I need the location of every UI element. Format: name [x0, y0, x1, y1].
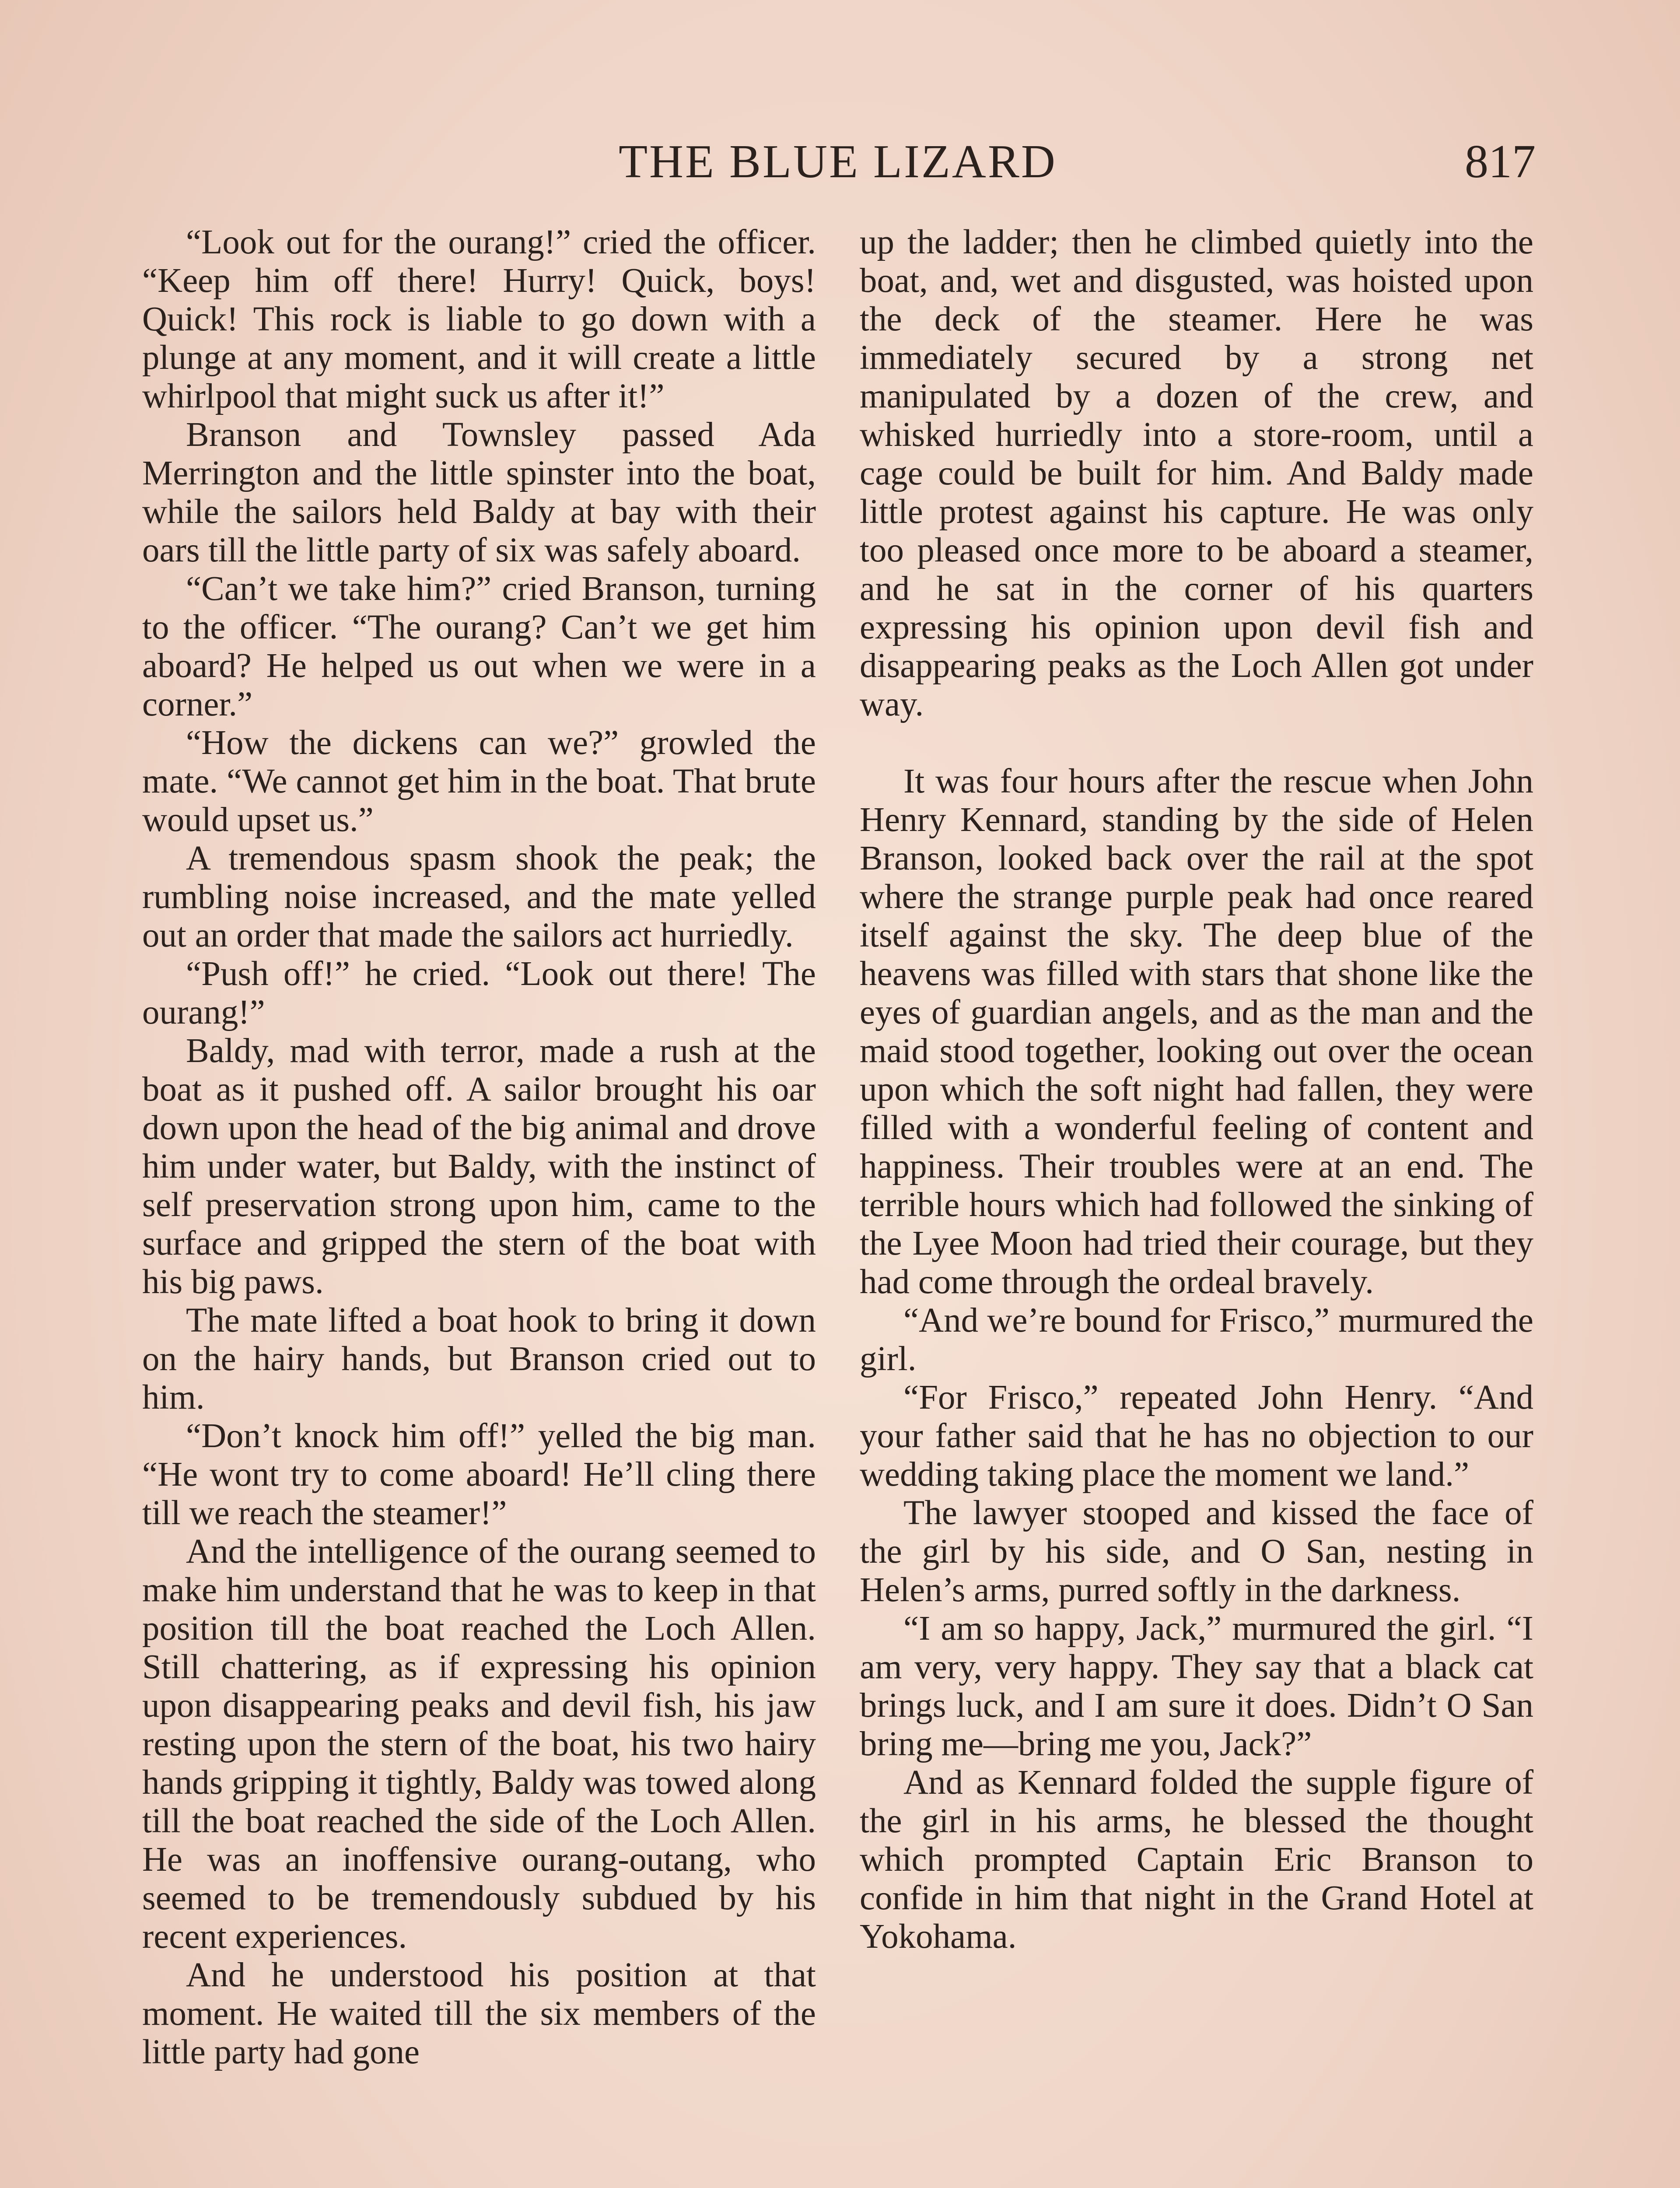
page-title: THE BLUE LIZARD — [619, 136, 1057, 188]
paragraph: “And we’re bound for Frisco,” murmured the girl. — [860, 1301, 1533, 1378]
paragraph: “Push off!” he cried. “Look out there! The ourang!” — [142, 955, 816, 1031]
page-header — [140, 131, 1536, 193]
paragraph: “Look out for the ourang!” cried the officer. “Keep him off there! Hurry! Quick, boys! Quick! This rock is liable to go down with a plunge at any moment, and it will create a little whirlpool that might suck us after it!” — [142, 223, 816, 415]
paragraph: The mate lifted a boat hook to bring it down on the hairy hands, but Branson cried out to him. — [142, 1301, 816, 1417]
paragraph: “Can’t we take him?” cried Branson, turning to the officer. “The ourang? Can’t we get him aboard? He helped us out when we were in a corner.” — [142, 570, 816, 723]
page-number: 817 — [1465, 136, 1536, 188]
right-column — [860, 223, 1533, 1956]
left-column — [142, 223, 816, 2072]
paragraph: up the ladder; then he climbed quietly into the boat, and, wet and disgusted, was hoisted upon the deck of the steamer. Here he was immediately secured by a strong net manipulated by a dozen of the crew, and whisked hurriedly into a store-room, until a cage could be built for him. And Baldy made little protest against his capture. He was only too pleased once more to be aboard a steamer, and he sat in the corner of his quarters expressing his opinion upon devil fish and disappearing peaks as the Loch Allen got under way. — [860, 223, 1533, 723]
paragraph: And as Kennard folded the supple figure of the girl in his arms, he blessed the thought which prompted Captain Eric Branson to confide in him that night in the Grand Hotel at Yokohama. — [860, 1764, 1533, 1956]
paragraph: “Don’t knock him off!” yelled the big man. “He wont try to come aboard! He’ll cling there till we reach the steamer!” — [142, 1417, 816, 1532]
paragraph: And the intelligence of the ourang seemed to make him understand that he was to keep in that position till the boat reached the Loch Allen. Still chattering, as if expressing his opinion upon disappearing peaks and devil fish, his jaw resting upon the stern of the boat, his two hairy hands gripping it tightly, Baldy was towed along till the boat reached the side of the Loch Allen. He was an inoffensive ourang-outang, who seemed to be tremendously subdued by his recent experiences. — [142, 1532, 816, 1956]
paragraph: Branson and Townsley passed Ada Merrington and the little spinster into the boat, while the sailors held Baldy at bay with their oars till the little party of six was safely aboard. — [142, 416, 816, 569]
paragraph: A tremendous spasm shook the peak; the rumbling noise increased, and the mate yelled out an order that made the sailors act hurriedly. — [142, 839, 816, 954]
paragraph: It was four hours after the rescue when John Henry Kennard, standing by the side of Helen Branson, looked back over the rail at the spot where the strange purple peak had once reared itself against the sky. The deep blue of the heavens was filled with stars that shone like the eyes of guardian angels, and as the man and the maid stood together, looking out over the ocean upon which the soft night had fallen, they were filled with a wonderful feeling of content and happiness. Their troubles were at an end. The terrible hours which had followed the sinking of the Lyee Moon had tried their courage, but they had come through the ordeal bravely. — [860, 762, 1533, 1301]
paragraph: Baldy, mad with terror, made a rush at the boat as it pushed off. A sailor brought his oar down upon the head of the big animal and drove him under water, but Baldy, with the instinct of self preservation strong upon him, came to the surface and gripped the stern of the boat with his big paws. — [142, 1032, 816, 1301]
paragraph: “I am so happy, Jack,” murmured the girl. “I am very, very happy. They say that a black cat brings luck, and I am sure it does. Didn’t O San bring me—bring me you, Jack?” — [860, 1609, 1533, 1763]
paragraph: “How the dickens can we?” growled the mate. “We cannot get him in the boat. That brute would upset us.” — [142, 724, 816, 839]
paragraph: The lawyer stooped and kissed the face of the girl by his side, and O San, nesting in Helen’s arms, purred softly in the darkness. — [860, 1494, 1533, 1609]
paragraph: And he understood his position at that moment. He waited till the six members of the little party had gone — [142, 1956, 816, 2071]
paragraph: “For Frisco,” repeated John Henry. “And your father said that he has no objection to our wedding taking place the moment we land.” — [860, 1378, 1533, 1494]
